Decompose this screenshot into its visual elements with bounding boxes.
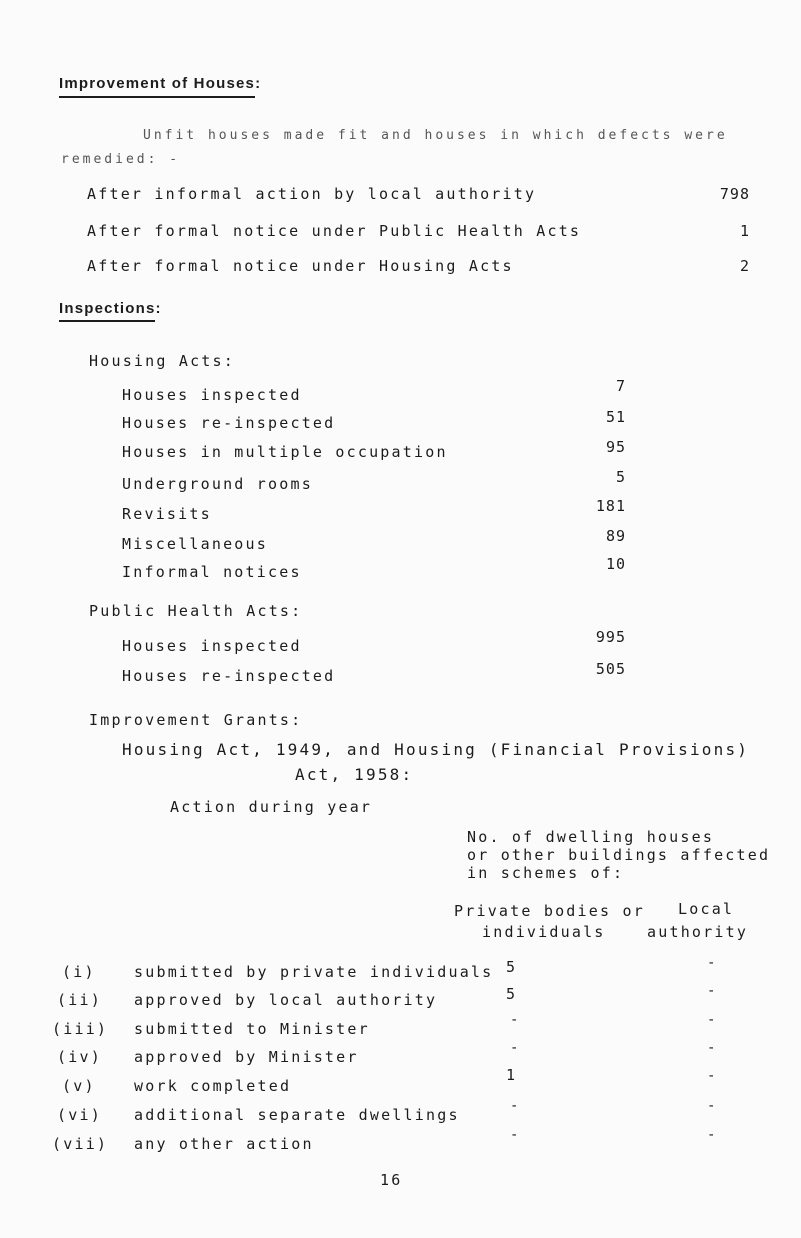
grant-row-private: 1 bbox=[506, 1066, 518, 1084]
grant-row-number: (iii) bbox=[52, 1020, 109, 1038]
column-local-line-2: authority bbox=[647, 923, 749, 941]
housing-row-label: Miscellaneous bbox=[122, 535, 268, 553]
grant-row-label: submitted by private individuals bbox=[134, 963, 494, 981]
grant-row-local: - bbox=[707, 1098, 716, 1114]
grant-row-number: (ii) bbox=[57, 991, 102, 1009]
public-health-row-value: 995 bbox=[595, 628, 626, 646]
column-private-line-2: individuals bbox=[482, 923, 606, 941]
grant-row-local: - bbox=[707, 983, 716, 999]
grant-row-label: approved by Minister bbox=[134, 1048, 359, 1066]
housing-row-value: 51 bbox=[605, 408, 626, 426]
grants-act-line-1: Housing Act, 1949, and Housing (Financial Provisions) bbox=[122, 740, 750, 759]
housing-row-value: 181 bbox=[595, 497, 626, 515]
grant-row-label: approved by local authority bbox=[134, 991, 438, 1009]
grant-row-local: - bbox=[707, 1068, 716, 1084]
public-health-row-label: Houses inspected bbox=[122, 637, 302, 655]
grant-row-private: - bbox=[510, 1012, 519, 1028]
grant-row-private: 5 bbox=[506, 958, 518, 976]
improvement-row-value: 798 bbox=[719, 185, 750, 203]
action-during-year-label: Action during year bbox=[170, 798, 373, 816]
improvement-row-label: After formal notice under Housing Acts bbox=[87, 257, 514, 275]
housing-row-label: Houses re-inspected bbox=[122, 414, 336, 432]
public-health-row-label: Houses re-inspected bbox=[122, 667, 336, 685]
housing-row-label: Revisits bbox=[122, 505, 212, 523]
housing-row-value: 10 bbox=[605, 555, 626, 573]
column-private-line-1: Private bodies or bbox=[454, 902, 645, 920]
improvement-row-label: After formal notice under Public Health Acts bbox=[87, 222, 582, 240]
grant-row-local: - bbox=[707, 1040, 716, 1056]
heading-underline bbox=[59, 320, 155, 322]
grant-row-label: additional separate dwellings bbox=[134, 1106, 460, 1124]
grant-row-local: - bbox=[707, 1127, 716, 1143]
grant-row-private: - bbox=[510, 1127, 519, 1143]
improvement-row-value: 2 bbox=[739, 257, 750, 275]
housing-row-label: Houses in multiple occupation bbox=[122, 443, 448, 461]
grant-row-local: - bbox=[707, 1012, 716, 1028]
housing-row-label: Informal notices bbox=[122, 563, 302, 581]
column-local-line-1: Local bbox=[678, 900, 735, 918]
grant-row-label: any other action bbox=[134, 1135, 314, 1153]
heading-underline bbox=[59, 96, 255, 98]
grant-row-label: work completed bbox=[134, 1077, 292, 1095]
grant-row-number: (iv) bbox=[57, 1048, 102, 1066]
grant-row-number: (vii) bbox=[52, 1135, 109, 1153]
housing-row-value: 89 bbox=[605, 527, 626, 545]
column-description-line-3: in schemes of: bbox=[467, 864, 625, 882]
housing-acts-title: Housing Acts: bbox=[89, 352, 235, 370]
grants-act-line-2: Act, 1958: bbox=[295, 765, 414, 784]
grant-row-label: submitted to Minister bbox=[134, 1020, 370, 1038]
intro-line-1: Unfit houses made fit and houses in which defects were bbox=[143, 128, 728, 143]
housing-row-label: Underground rooms bbox=[122, 475, 313, 493]
housing-row-value: 95 bbox=[605, 438, 626, 456]
page-number: 16 bbox=[380, 1171, 403, 1189]
grant-row-number: (i) bbox=[62, 963, 96, 981]
improvement-row-value: 1 bbox=[739, 222, 750, 240]
public-health-acts-title: Public Health Acts: bbox=[89, 602, 303, 620]
column-description-line-1: No. of dwelling houses bbox=[467, 828, 715, 846]
grant-row-private: 5 bbox=[506, 985, 518, 1003]
grant-row-private: - bbox=[510, 1098, 519, 1114]
section-heading-improvement: Improvement of Houses: bbox=[59, 75, 262, 92]
grant-row-local: - bbox=[707, 955, 716, 971]
grant-row-number: (vi) bbox=[57, 1106, 102, 1124]
intro-line-2: remedied: - bbox=[61, 152, 181, 167]
improvement-row-label: After informal action by local authority bbox=[87, 185, 537, 203]
housing-row-label: Houses inspected bbox=[122, 386, 302, 404]
section-heading-inspections: Inspections: bbox=[59, 300, 162, 317]
grant-row-number: (v) bbox=[62, 1077, 96, 1095]
column-description-line-2: or other buildings affected bbox=[467, 846, 771, 864]
grant-row-private: - bbox=[510, 1040, 519, 1056]
public-health-row-value: 505 bbox=[595, 660, 626, 678]
grants-title: Improvement Grants: bbox=[89, 711, 303, 729]
housing-row-value: 5 bbox=[615, 468, 626, 486]
housing-row-value: 7 bbox=[615, 377, 626, 395]
